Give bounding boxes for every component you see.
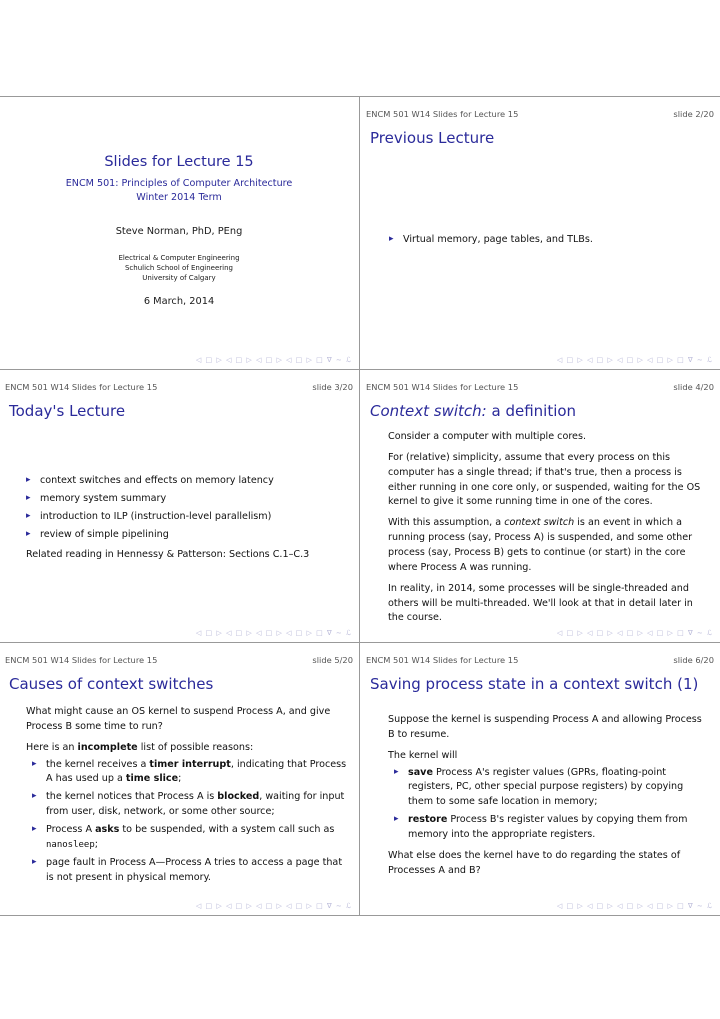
slide-body — [26, 474, 350, 569]
bullet-list — [26, 474, 350, 542]
slide-body — [389, 233, 711, 254]
list-item: ▸ context switches and effects on memory latency — [26, 474, 350, 489]
nav-symbols[interactable]: ◁ □ ▷ ◁ □ ▷ ◁ □ ▷ ◁ □ ▷ □ ∇ ∼ ℒ — [556, 629, 713, 637]
slide-header — [5, 655, 353, 665]
slide-1-title: Slides for Lecture 15 — [104, 154, 254, 170]
list-item: ▸ memory system summary — [26, 492, 350, 507]
slide-title: Previous Lecture — [370, 129, 495, 147]
running-header: ENCM 501 W14 Slides for Lecture 15 — [366, 382, 519, 392]
paragraph: The kernel will — [388, 749, 458, 761]
list-item: ▸ Process A asks to be suspended, with a system call such as nanosleep; — [32, 823, 350, 853]
slide-1-institution — [0, 254, 358, 283]
slide-1-date: 6 March, 2014 — [143, 296, 215, 307]
slide-title: Causes of context switches — [9, 675, 214, 693]
paragraph: In reality, in 2014, some processes will be single-threaded and others will be multi-threaded. We'll look at that in detail later in the course. — [388, 582, 693, 624]
nav-symbols[interactable]: ◁ □ ▷ ◁ □ ▷ ◁ □ ▷ ◁ □ ▷ □ ∇ ∼ ℒ — [195, 356, 352, 364]
list-item: ▸ introduction to ILP (instruction-level parallelism) — [26, 510, 350, 525]
running-header: ENCM 501 W14 Slides for Lecture 15 — [5, 655, 158, 665]
slide-number: slide 4/20 — [673, 382, 714, 392]
slide-header — [5, 382, 353, 392]
slide-body — [26, 705, 350, 892]
bullet-list — [389, 233, 711, 248]
paragraph: Consider a computer with multiple cores. — [388, 431, 587, 442]
running-header: ENCM 501 W14 Slides for Lecture 15 — [5, 382, 158, 392]
institution-line-1: Electrical & Computer Engineering — [118, 254, 240, 262]
paragraph: What might cause an OS kernel to suspend Process A, and give Process B some time to run? — [26, 706, 331, 732]
paragraph: With this assumption, a context switch is an event in which a running process (say, Process A) is suspended, and some other process (say, Process B) gets to continue (or start) in the core where Process A was running. — [388, 517, 693, 573]
nav-symbols[interactable]: ◁ □ ▷ ◁ □ ▷ ◁ □ ▷ ◁ □ ▷ □ ∇ ∼ ℒ — [195, 902, 352, 910]
list-item: ▸ page fault in Process A—Process A tries to access a page that is not present in physical memory. — [32, 856, 350, 886]
slide-title: Today's Lecture — [9, 402, 126, 420]
slide-number: slide 6/20 — [673, 655, 714, 665]
slide-6 — [361, 643, 719, 915]
slide-header — [366, 382, 714, 392]
bullet-list — [32, 758, 350, 886]
paragraph: Suppose the kernel is suspending Process A and allowing Process B to resume. — [388, 714, 702, 740]
slide-1-term: Winter 2014 Term — [136, 192, 222, 203]
slide-header — [366, 655, 714, 665]
list-item: ▸ the kernel receives a timer interrupt, indicating that Process A has used up a time slice; — [32, 758, 350, 788]
institution-line-3: University of Calgary — [142, 273, 216, 282]
slide-header — [366, 109, 714, 119]
nav-symbols[interactable]: ◁ □ ▷ ◁ □ ▷ ◁ □ ▷ ◁ □ ▷ □ ∇ ∼ ℒ — [195, 629, 352, 637]
running-header: ENCM 501 W14 Slides for Lecture 15 — [366, 109, 519, 119]
bullet-list — [394, 766, 711, 843]
slide-title: Saving process state in a context switch (1) — [370, 675, 699, 693]
title-italic: Context switch: — [370, 402, 487, 420]
list-item: ▸ the kernel notices that Process A is blocked, waiting for input from user, disk, network, or some other source; — [32, 790, 350, 820]
list-item: ▸ save Process A's register values (GPRs, floating-point registers, PC, other special purpose registers) by copying them to some safe location in memory; — [394, 766, 711, 811]
nav-symbols[interactable]: ◁ □ ▷ ◁ □ ▷ ◁ □ ▷ ◁ □ ▷ □ ∇ ∼ ℒ — [556, 356, 713, 364]
running-header: ENCM 501 W14 Slides for Lecture 15 — [366, 655, 519, 665]
slide-2 — [361, 97, 719, 369]
slide-title — [370, 402, 576, 420]
institution-line-2: Schulich School of Engineering — [124, 263, 233, 272]
slide-1-course: ENCM 501: Principles of Computer Architecture — [65, 178, 293, 189]
list-item: ▸ review of simple pipelining — [26, 528, 350, 543]
slide-body — [388, 713, 711, 885]
title-rest: a definition — [486, 402, 577, 420]
nav-symbols[interactable]: ◁ □ ▷ ◁ □ ▷ ◁ □ ▷ ◁ □ ▷ □ ∇ ∼ ℒ — [556, 902, 713, 910]
slide-4 — [361, 370, 719, 642]
reading-note: Related reading in Hennessy & Patterson: Sections C.1–C.3 — [26, 549, 310, 561]
paragraph: For (relative) simplicity, assume that every process on this computer has a single thread; if that's true, then a process is either running in one core only, or suspended, waiting for the OS kernel to give it some running time in one of the cores. — [388, 451, 701, 508]
slide-body — [388, 430, 709, 632]
list-item: ▸ Virtual memory, page tables, and TLBs. — [389, 233, 711, 248]
column-divider — [359, 97, 360, 915]
list-item: ▸ restore Process B's register values by copying them from memory into the appropriate registers. — [394, 813, 711, 843]
slide-5 — [0, 643, 358, 915]
paragraph: What else does the kernel have to do regarding the states of Processes A and B? — [388, 849, 681, 876]
paragraph: Here is an incomplete list of possible reasons: — [26, 741, 254, 753]
slide-number: slide 2/20 — [673, 109, 714, 119]
slide-1 — [0, 97, 358, 369]
slide-3 — [0, 370, 358, 642]
slide-number: slide 3/20 — [312, 382, 353, 392]
slide-sheet — [0, 96, 720, 916]
slide-1-author: Steve Norman, PhD, PEng — [115, 226, 243, 237]
slide-number: slide 5/20 — [312, 655, 353, 665]
